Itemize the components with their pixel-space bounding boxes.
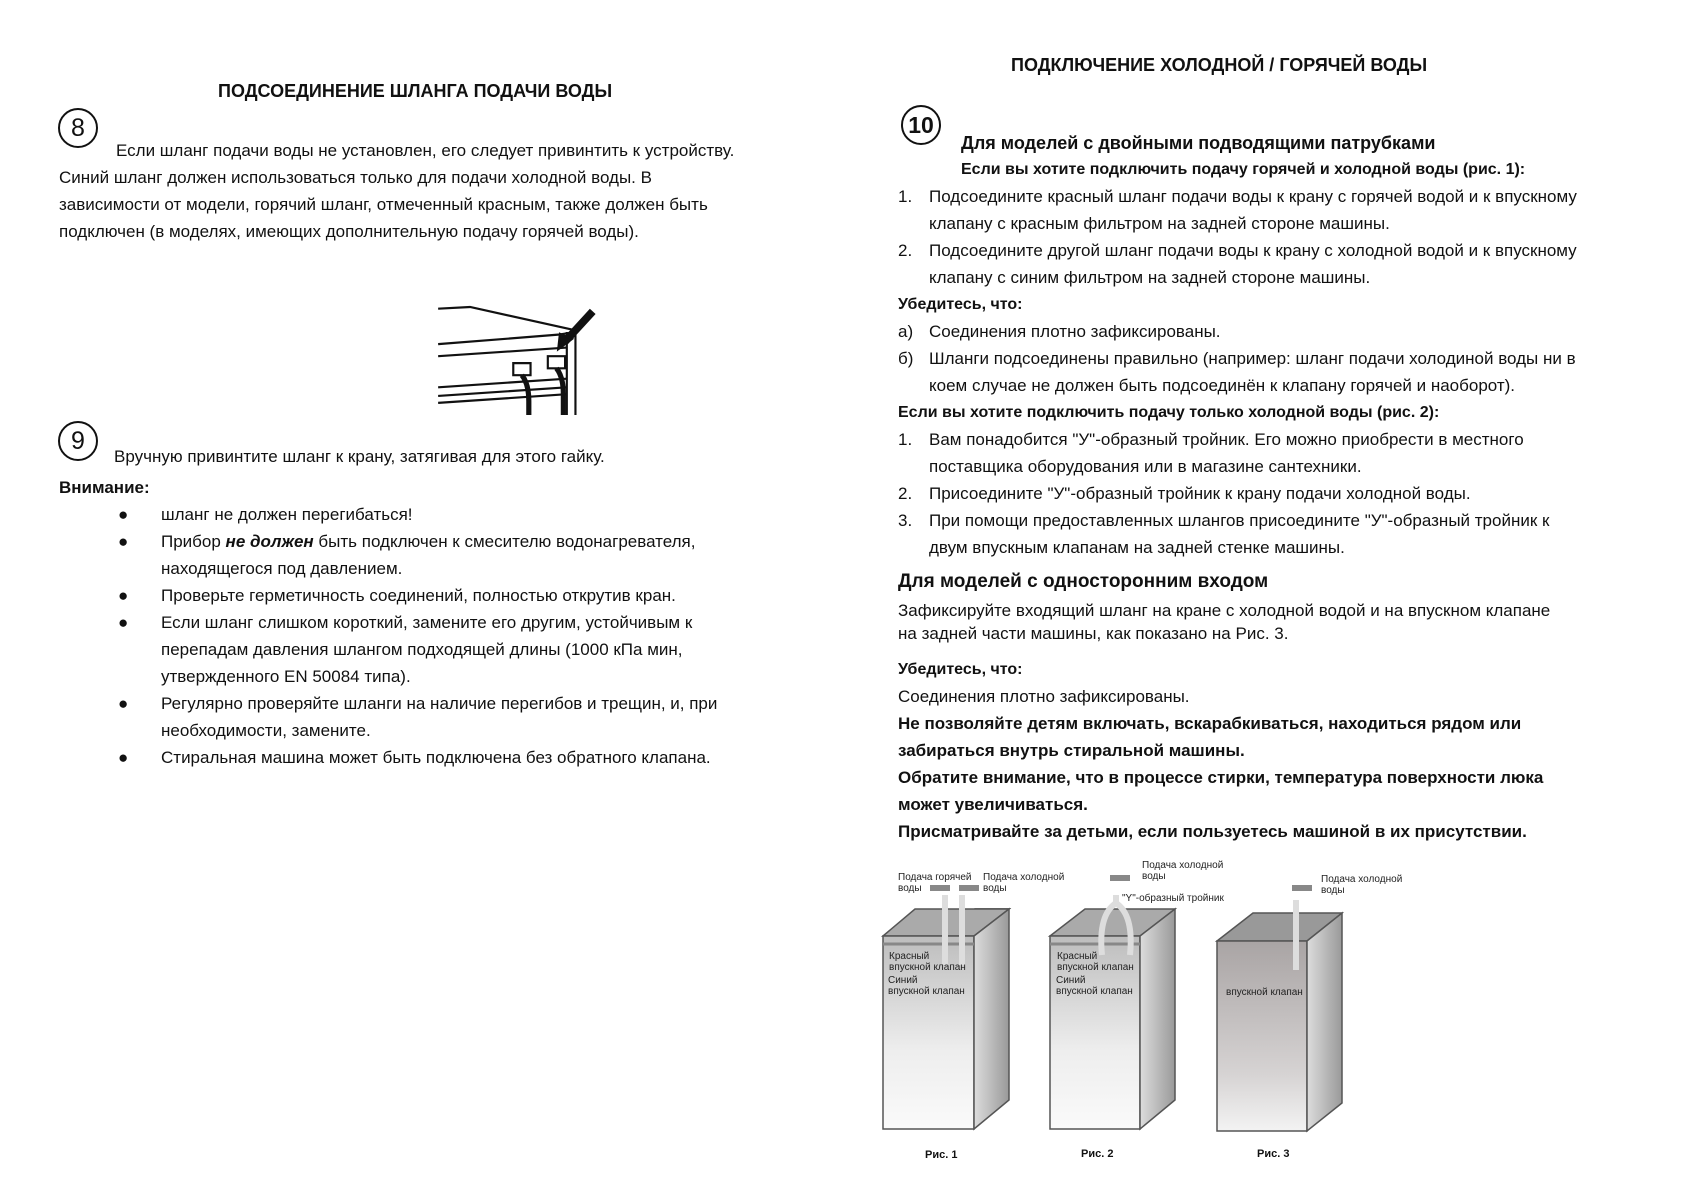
step-number: 3. bbox=[898, 511, 913, 530]
figure-label: впускной клапан bbox=[888, 986, 965, 997]
item-letter: б) bbox=[898, 349, 914, 368]
attention-list bbox=[118, 501, 818, 801]
bullet: ● bbox=[118, 505, 129, 524]
list-item: шланг не должен перегибаться! bbox=[161, 505, 413, 524]
safety-warning: забираться внутрь стиральной машины. bbox=[898, 741, 1245, 760]
ensure-heading-2: Убедитесь, что: bbox=[898, 661, 1023, 678]
figure-label: впускной клапан bbox=[1056, 986, 1133, 997]
hose-connection-illustration bbox=[420, 292, 610, 417]
list-item: Если шланг слишком короткий, замените его другим, устойчивым к bbox=[161, 613, 693, 632]
step-8-text: Если шланг подачи воды не установлен, его следует привинтить к устройству. bbox=[116, 141, 735, 160]
step-text: Подсоедините красный шланг подачи воды к крану с горячей водой и к впускному bbox=[929, 187, 1577, 206]
single-inlet-text: на задней части машины, как показано на Рис. 3. bbox=[898, 624, 1289, 643]
list-item: утвержденного EN 50084 типа). bbox=[161, 667, 411, 686]
step-9-text: Вручную привинтите шланг к крану, затягивая для этого гайку. bbox=[114, 447, 605, 466]
dual-inlet-heading: Для моделей с двойными подводящими патрубками bbox=[961, 133, 1436, 153]
list-item: находящегося под давлением. bbox=[161, 559, 403, 578]
list-item: перепадам давления шлангом подходящей длины (1000 кПа мин, bbox=[161, 640, 683, 659]
bullet: ● bbox=[118, 613, 129, 632]
step-8-text: Синий шланг должен использоваться только для подачи холодной воды. В bbox=[59, 168, 652, 187]
item-text: Соединения плотно зафиксированы. bbox=[929, 322, 1221, 341]
bullet: ● bbox=[118, 532, 129, 551]
figure-label: Синий bbox=[888, 975, 918, 986]
figure-label: Подача холодной bbox=[983, 872, 1065, 883]
figure-label: Красный bbox=[1057, 951, 1098, 962]
item-text: Шланги подсоединены правильно (например: шланг подачи холодиной воды ни в bbox=[929, 349, 1576, 368]
attention-heading: Внимание: bbox=[59, 478, 150, 497]
list-item: Стиральная машина может быть подключена без обратного клапана. bbox=[161, 748, 711, 767]
step-text: клапану с красным фильтром на задней стороне машины. bbox=[929, 214, 1390, 233]
step-8-text: подключен (в моделях, имеющих дополнительную подачу горячей воды). bbox=[59, 222, 639, 241]
list-item: Проверьте герметичность соединений, полностью открутив кран. bbox=[161, 586, 676, 605]
figure-1-caption: Рис. 1 bbox=[925, 1149, 958, 1161]
safety-warning: Обратите внимание, что в процессе стирки, температура поверхности люка bbox=[898, 768, 1544, 787]
figure-label: Синий bbox=[1056, 975, 1086, 986]
bullet: ● bbox=[118, 586, 129, 605]
figure-2-machine bbox=[1050, 909, 1175, 1129]
step-9-number: 9 bbox=[58, 421, 98, 461]
figure-label: Подача холодной bbox=[1142, 860, 1224, 871]
figure-3-caption: Рис. 3 bbox=[1257, 1148, 1290, 1160]
figure-label: впускной клапан bbox=[1057, 962, 1134, 973]
figure-label: Красный bbox=[889, 951, 930, 962]
item-text: коем случае не должен быть подсоединён к клапану горячей и наоборот). bbox=[929, 376, 1516, 395]
cold-only-heading: Если вы хотите подключить подачу только холодной воды (рис. 2): bbox=[898, 404, 1440, 421]
step-number: 2. bbox=[898, 241, 913, 260]
connection-figures bbox=[880, 855, 1680, 1155]
figure-label: впускной клапан bbox=[889, 962, 966, 973]
bullet: ● bbox=[118, 694, 129, 713]
step-text: Присоедините "У"-образный тройник к крану подачи холодной воды. bbox=[929, 484, 1471, 503]
safety-warning: может увеличиваться. bbox=[898, 795, 1088, 814]
figure-2-caption: Рис. 2 bbox=[1081, 1148, 1114, 1160]
list-item: необходимости, замените. bbox=[161, 721, 371, 740]
step-number: 2. bbox=[898, 484, 913, 503]
step-text: Подсоедините другой шланг подачи воды к крану с холодной водой и к впускному bbox=[929, 241, 1577, 260]
step-number: 1. bbox=[898, 187, 913, 206]
figure-label: Подача горячей bbox=[898, 872, 972, 883]
single-inlet-text: Зафиксируйте входящий шланг на кране с холодной водой и на впускном клапане bbox=[898, 601, 1551, 620]
figure-label: воды bbox=[1142, 871, 1166, 882]
item-letter: а) bbox=[898, 322, 914, 341]
list-item-text: Прибор bbox=[161, 532, 226, 551]
ensure-text-2: Соединения плотно зафиксированы. bbox=[898, 687, 1190, 706]
safety-warning: Не позволяйте детям включать, вскарабкиваться, находиться рядом или bbox=[898, 714, 1522, 733]
step-8-number: 8 bbox=[58, 108, 98, 148]
figure-label: воды bbox=[898, 883, 922, 894]
right-page-title: ПОДКЛЮЧЕНИЕ ХОЛОДНОЙ / ГОРЯЧЕЙ ВОДЫ bbox=[1011, 55, 1428, 75]
bullet: ● bbox=[118, 748, 129, 767]
list-item bbox=[161, 528, 695, 555]
step-number: 1. bbox=[898, 430, 913, 449]
figure-label: впускной клапан bbox=[1226, 987, 1303, 998]
figure-label: "Y"-образный тройник bbox=[1122, 893, 1224, 904]
hot-cold-heading: Если вы хотите подключить подачу горячей и холодной воды (рис. 1): bbox=[961, 161, 1526, 178]
list-item: Регулярно проверяйте шланги на наличие перегибов и трещин, и, при bbox=[161, 694, 718, 713]
safety-warning: Присматривайте за детьми, если пользуетесь машиной в их присутствии. bbox=[898, 822, 1527, 841]
figure-3-machine bbox=[1217, 913, 1342, 1131]
list-item-emphasis: не должен bbox=[225, 532, 314, 551]
left-page-title: ПОДСОЕДИНЕНИЕ ШЛАНГА ПОДАЧИ ВОДЫ bbox=[218, 81, 613, 101]
step-text: клапану с синим фильтром на задней стороне машины. bbox=[929, 268, 1371, 287]
list-item-text: быть подключен к смесителю водонагревателя, bbox=[313, 532, 696, 551]
figure-label: Подача холодной bbox=[1321, 874, 1403, 885]
ensure-heading: Убедитесь, что: bbox=[898, 296, 1023, 313]
step-text: поставщика оборудования или в магазине сантехники. bbox=[929, 457, 1362, 476]
figure-label: воды bbox=[983, 883, 1007, 894]
step-text: Вам понадобится "У"-образный тройник. Его можно приобрести в местного bbox=[929, 430, 1524, 449]
step-8-text: зависимости от модели, горячий шланг, отмеченный красным, также должен быть bbox=[59, 195, 708, 214]
single-inlet-heading: Для моделей с односторонним входом bbox=[898, 571, 1269, 592]
right-body bbox=[898, 156, 1658, 576]
step-text: двум впускным клапанам на задней стенке машины. bbox=[929, 538, 1345, 557]
figure-label: воды bbox=[1321, 885, 1345, 896]
step-10-number: 10 bbox=[901, 105, 941, 145]
step-text: При помощи предоставленных шлангов присоедините "У"-образный тройник к bbox=[929, 511, 1550, 530]
